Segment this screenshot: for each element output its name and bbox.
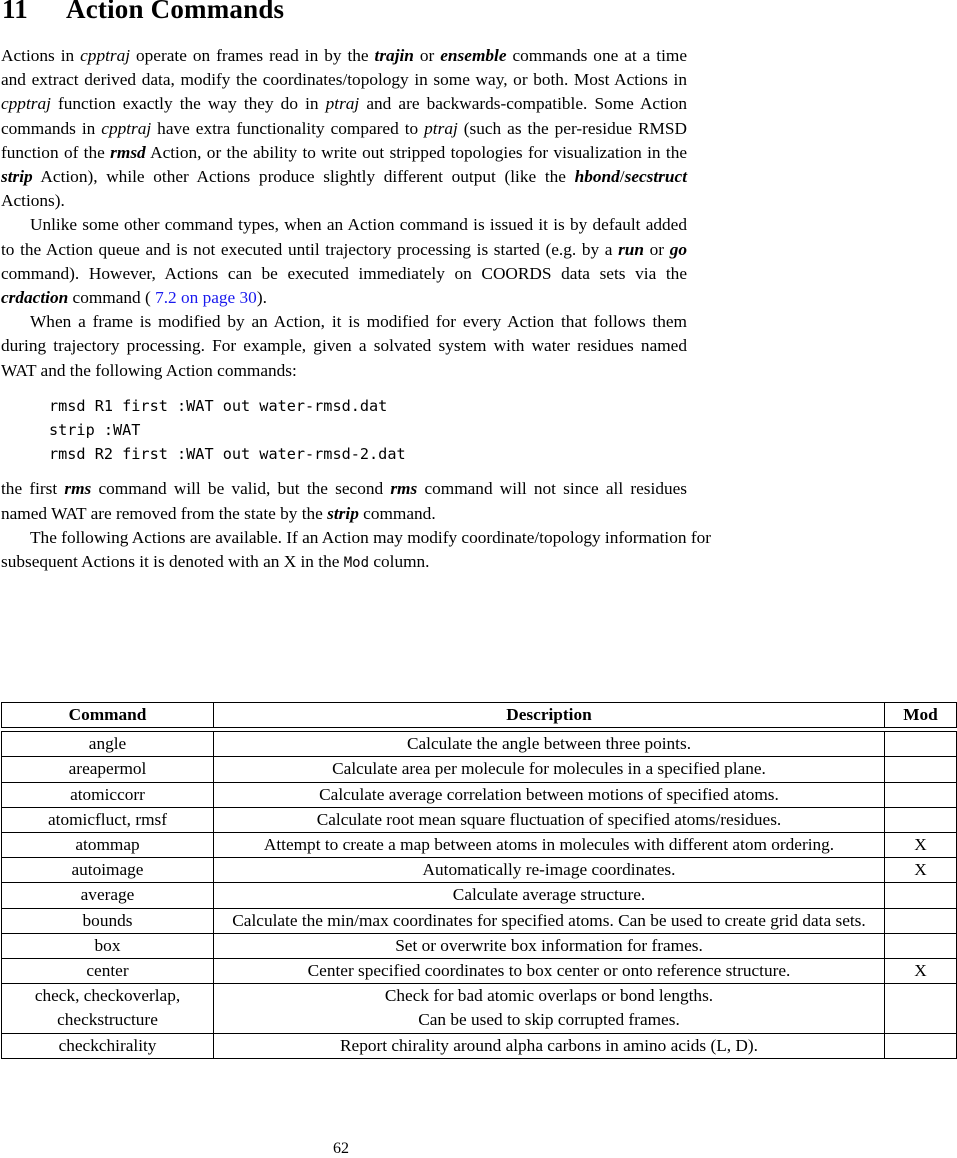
text: command will be valid, but the second [91, 479, 391, 499]
text: commands one at a time and extract derived data, modify the coordinates/topology in some way, or both. Most Actions in [1, 46, 688, 90]
command-cell: average [2, 883, 214, 908]
command-name: ensemble [440, 46, 507, 65]
description-cell: Check for bad atomic overlaps or bond lengths. Can be used to skip corrupted frames. [214, 984, 885, 1033]
mod-cell [885, 883, 957, 908]
text: the first [1, 479, 65, 499]
text: / [619, 167, 625, 187]
command-name: rms [64, 479, 92, 499]
program-name: cpptraj [80, 46, 131, 65]
description-cell: Calculate average correlation between motions of specified atoms. [214, 782, 885, 807]
text: column. [369, 552, 430, 572]
table-row [2, 959, 957, 984]
table-row [2, 782, 957, 807]
text: (such as the per-residue RMSD function of the [1, 118, 687, 162]
command-name: rmsd [110, 142, 146, 162]
command-cell: box [2, 933, 214, 958]
program-name: cpptraj [1, 94, 51, 114]
paragraph-queue [1, 213, 687, 310]
table-row [2, 1033, 957, 1058]
command-name: trajin [374, 46, 414, 65]
mod-cell [885, 807, 957, 832]
table-row [2, 933, 957, 958]
mod-cell [885, 933, 957, 958]
body-text [1, 44, 711, 575]
command-cell: autoimage [2, 858, 214, 883]
mod-cell [885, 782, 957, 807]
header-mod: Mod [885, 703, 957, 728]
command-name: hbond [574, 167, 620, 187]
header-description: Description [214, 703, 885, 728]
paragraph-intro [1, 44, 687, 213]
text: or [413, 46, 441, 65]
table-header-row [2, 703, 957, 728]
command-cell: atomicfluct, rmsf [2, 807, 214, 832]
command-name: strip [1, 167, 33, 187]
text: and are backwards-compatible. Some Action commands in [1, 94, 687, 138]
command-name: go [669, 239, 687, 259]
table-row [2, 908, 957, 933]
code-line: strip :WAT [49, 421, 141, 440]
description-cell: Report chirality around alpha carbons in amino acids (L, D). [214, 1033, 885, 1058]
command-name: crdaction [1, 288, 69, 308]
text: command). However, Actions can be executed immediately on COORDS data sets via the [1, 263, 687, 283]
table-row [2, 833, 957, 858]
table-row [2, 858, 957, 883]
mod-cell [885, 984, 957, 1033]
code-line: rmsd R1 first :WAT out water-rmsd.dat [49, 396, 388, 415]
description-cell: Calculate area per molecule for molecules in a specified plane. [214, 757, 885, 782]
text: have extra functionality compared to [151, 118, 425, 138]
actions-table [1, 702, 957, 1059]
section-heading [2, 0, 284, 25]
command-cell: angle [2, 732, 214, 757]
description-cell: Automatically re-image coordinates. [214, 858, 885, 883]
mod-cell [885, 732, 957, 757]
paragraph-rms [1, 477, 687, 525]
mod-cell [885, 757, 957, 782]
command-cell: atomiccorr [2, 782, 214, 807]
description-cell: Attempt to create a map between atoms in molecules with different atom ordering. [214, 833, 885, 858]
text: command ( [68, 288, 156, 308]
description-cell: Calculate the min/max coordinates for specified atoms. Can be used to create grid data sets. [214, 908, 885, 933]
table-body [2, 728, 957, 1059]
description-cell: Calculate the angle between three points. [214, 732, 885, 757]
text: Actions in [1, 46, 81, 65]
page-number: 62 [333, 1140, 349, 1157]
section-title: Action Commands [66, 0, 285, 24]
command-cell: center [2, 959, 214, 984]
command-name: secstruct [624, 167, 687, 187]
text: Actions). [1, 191, 65, 211]
table-row [2, 807, 957, 832]
description-cell: Center specified coordinates to box center or onto reference structure. [214, 959, 885, 984]
text: command will not since all residues named WAT are removed from the state by the [1, 479, 687, 523]
command-cell: bounds [2, 908, 214, 933]
column-name: Mod [343, 555, 370, 572]
command-cell: check, checkoverlap, checkstructure [2, 984, 214, 1033]
program-name: ptraj [325, 94, 360, 114]
code-block [49, 394, 687, 467]
description-cell: Calculate root mean square fluctuation of specified atoms/residues. [214, 807, 885, 832]
program-name: ptraj [424, 118, 458, 138]
program-name: cpptraj [101, 118, 152, 138]
description-cell: Calculate average structure. [214, 883, 885, 908]
mod-cell: X [885, 858, 957, 883]
section-number: 11 [2, 0, 28, 24]
text: Action), while other Actions produce slightly different output (like the [32, 167, 575, 187]
section-link[interactable]: 7.2 on page 30 [155, 288, 257, 308]
text: command. [358, 503, 436, 523]
paragraph-available [1, 526, 731, 575]
command-cell: atommap [2, 833, 214, 858]
text: function exactly the way they do in [50, 94, 326, 114]
table-row [2, 757, 957, 782]
command-cell: checkchirality [2, 1033, 214, 1058]
text: operate on frames read in by the [130, 46, 375, 65]
paragraph-modification: When a frame is modified by an Action, it is modified for every Action that follows them during trajectory processing. For example, given a solvated system with water residues named WAT and the following Action commands: [1, 312, 687, 380]
table-row [2, 732, 957, 757]
text: Unlike some other command types, when an Action command is issued it is by default added to the Action queue and is not executed until trajectory processing is started (e.g. by a [1, 215, 687, 259]
text: ). [256, 288, 267, 308]
mod-cell [885, 1033, 957, 1058]
table-row [2, 984, 957, 1033]
command-name: rms [390, 479, 418, 499]
command-name: run [618, 239, 645, 259]
header-command: Command [2, 703, 214, 728]
mod-cell: X [885, 959, 957, 984]
table-row [2, 883, 957, 908]
command-name: strip [327, 503, 359, 523]
text: or [644, 239, 670, 259]
description-cell: Set or overwrite box information for frames. [214, 933, 885, 958]
mod-cell [885, 908, 957, 933]
text: Action, or the ability to write out stripped topologies for visualization in the [145, 142, 688, 162]
code-line: rmsd R2 first :WAT out water-rmsd-2.dat [49, 445, 406, 464]
text: The following Actions are available. If an Action may modify coordinate/topology information for subsequent Actions it is denoted with an X in the [1, 527, 711, 572]
mod-cell: X [885, 833, 957, 858]
command-cell: areapermol [2, 757, 214, 782]
